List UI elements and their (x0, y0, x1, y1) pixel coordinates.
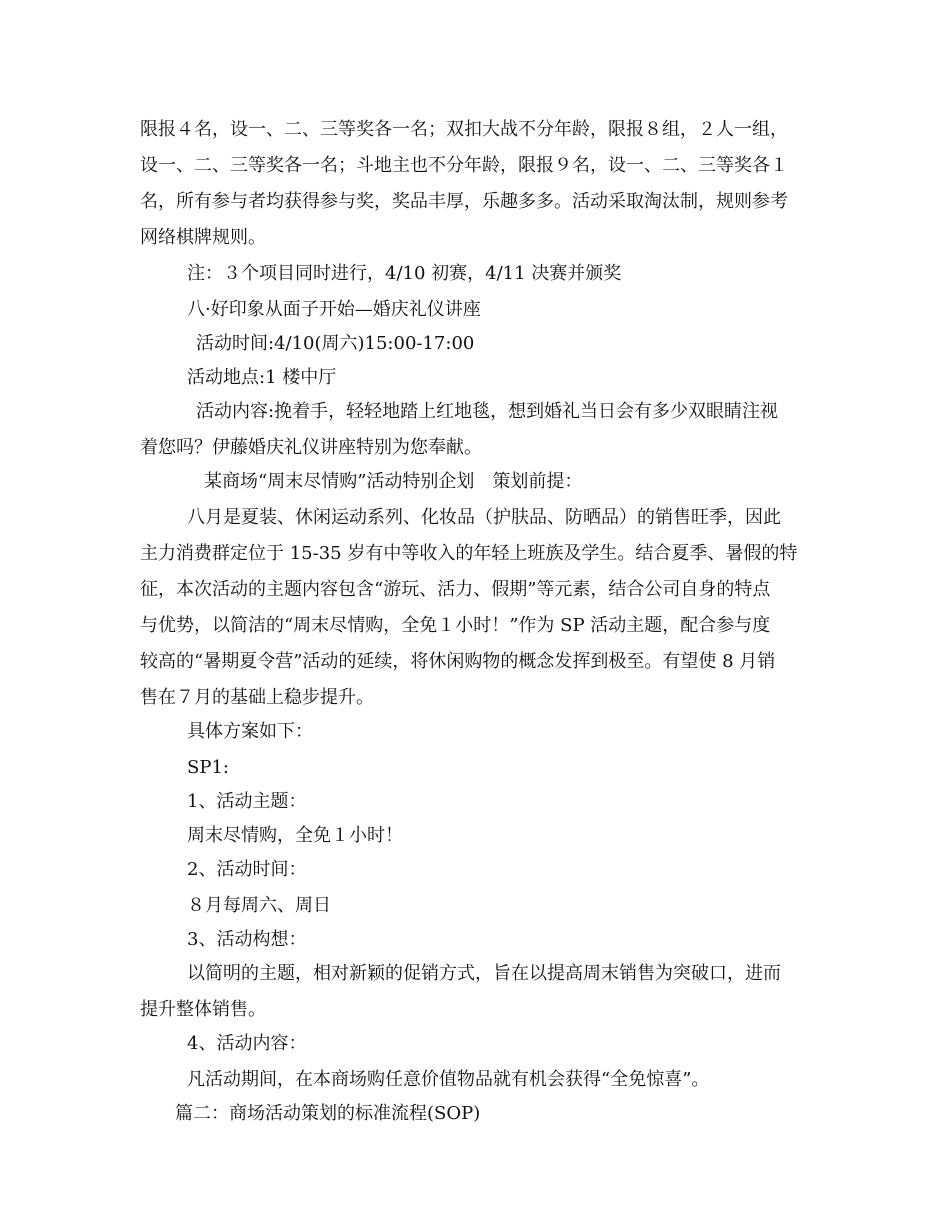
text-line: 八月是夏装、休闲运动系列、化妆品（护肤品、防晒品）的销售旺季，因此 (187, 507, 781, 528)
text-line: 与优势，以简洁的“周末尽情购，全免１小时！”作为 SP 活动主题，配合参与度 (140, 615, 771, 636)
text-line: 主力消费群定位于 15-35 岁有中等收入的年轻上班族及学生。结合夏季、暑假的特 (140, 543, 798, 564)
event-time: 活动时间:4/10(周六)15:00-17:00 (196, 333, 475, 354)
text-line: 以简明的主题，相对新颖的促销方式，旨在以提高周末销售为突破口，进而 (187, 963, 781, 984)
text-line: 周末尽情购，全免１小时！ (187, 825, 403, 846)
text-line: 着您吗？伊藤婚庆礼仪讲座特别为您奉献。 (140, 437, 482, 458)
chapter-heading: 篇二：商场活动策划的标准流程(SOP) (175, 1103, 481, 1124)
text-line: SP1: (187, 757, 229, 778)
text-line: 较高的“暑期夏令营”活动的延续，将休闲购物的概念发挥到极至。有望使 8 月销 (140, 651, 776, 672)
event-content: 活动内容:挽着手，轻轻地踏上红地毯，想到婚礼当日会有多少双眼睛注视 (196, 401, 779, 422)
text-line: 征，本次活动的主题内容包含“游玩、活力、假期”等元素，结合公司自身的特点 (140, 579, 771, 600)
text-line: ８月每周六、周日 (187, 895, 331, 916)
text-line: 网络棋牌规则。 (140, 227, 266, 248)
text-line: 具体方案如下： (187, 721, 313, 742)
text-line: 凡活动期间，在本商场购任意价值物品就有机会获得“全免惊喜”。 (187, 1069, 710, 1090)
text-line: 名，所有参与者均获得参与奖，奖品丰厚，乐趣多多。活动采取淘汰制，规则参考 (140, 191, 788, 212)
event-location: 活动地点:1 楼中厅 (187, 367, 337, 388)
list-heading: 1、活动主题： (187, 791, 307, 812)
list-heading: 3、活动构想： (187, 929, 307, 950)
section-heading: 八·好印象从面子开始—婚庆礼仪讲座 (187, 299, 481, 320)
plan-heading: 某商场“周末尽情购”活动特别企划 策划前提： (204, 471, 583, 492)
text-line: 提升整体销售。 (140, 999, 266, 1020)
text-line: 限报４名，设一、二、三等奖各一名；双扣大战不分年龄，限报８组，２人一组， (140, 119, 788, 140)
list-heading: 4、活动内容： (187, 1033, 307, 1054)
list-heading: 2、活动时间： (187, 859, 307, 880)
text-line: 设一、二、三等奖各一名；斗地主也不分年龄，限报９名，设一、二、三等奖各１ (140, 155, 788, 176)
text-line: 售在７月的基础上稳步提升。 (140, 687, 374, 708)
note-line: 注：３个项目同时进行，4/10 初赛，4/11 决赛并颁奖 (187, 263, 622, 284)
